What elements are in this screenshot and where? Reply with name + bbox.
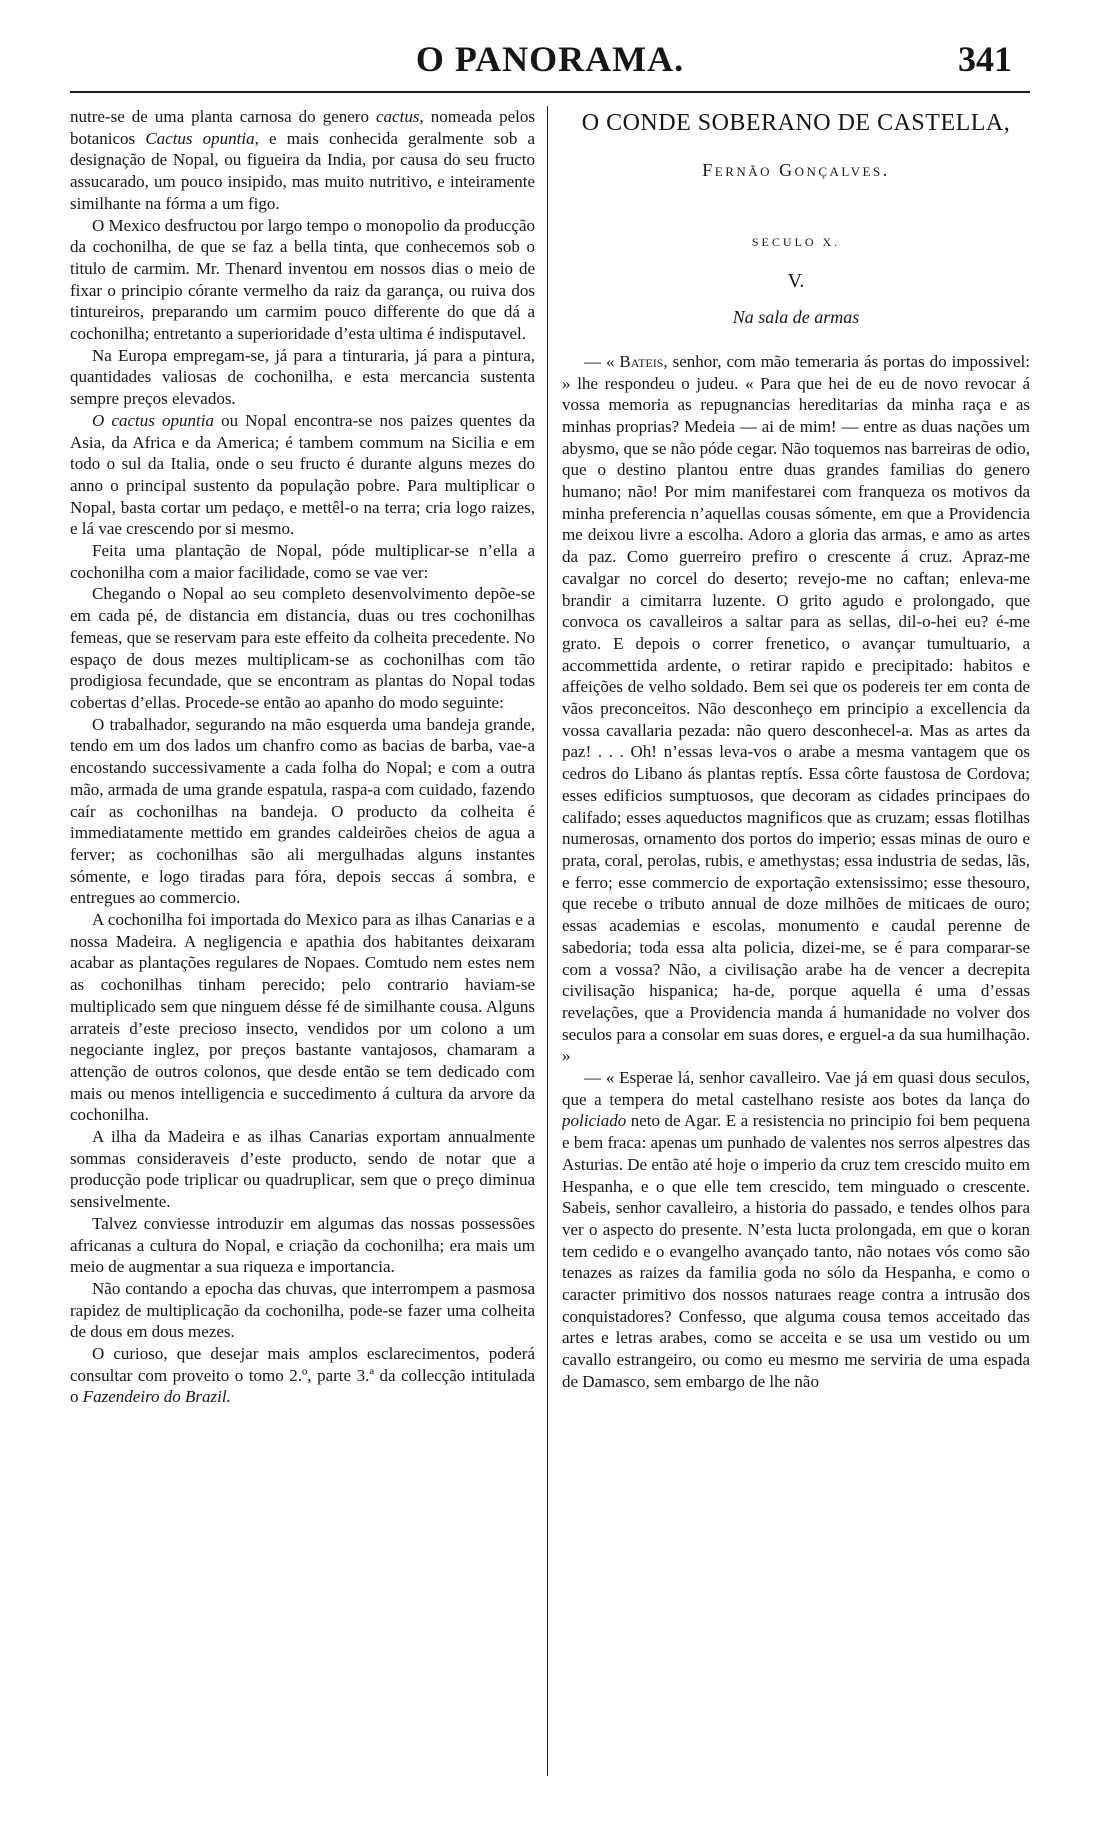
paragraph bbox=[70, 215, 535, 345]
text-run: nutre-se de uma planta carnosa do genero bbox=[70, 107, 376, 126]
text-run: cactus bbox=[376, 107, 420, 126]
publication-title: O PANORAMA. bbox=[415, 39, 685, 79]
left-column bbox=[70, 106, 535, 1826]
paragraph bbox=[70, 106, 535, 215]
page-number: 341 bbox=[958, 39, 1012, 79]
text-run: O cactus opuntia bbox=[92, 410, 214, 430]
paragraph bbox=[70, 1126, 535, 1213]
text-run: policiado bbox=[562, 1111, 627, 1131]
right-column bbox=[562, 106, 1030, 1826]
paragraph bbox=[70, 1278, 535, 1343]
text-run: Bateis bbox=[619, 351, 664, 371]
text-run: O trabalhador, segurando na mão esquerda uma bandeja grande, tendo em um dos lados um chanfro como as bacias de barba, vae-a encostando successivamente a cada folha do Nopal; e com a outra mão, armada de uma grande espatula, raspa-a com cuidado, fazendo caír as cochonilhas na bandeja. O producto da colheita é immediatamente mettido em grandes caldeirões cheios de agua a ferver; as cochonilhas são ali mergulhadas alguns instantes sómente, e logo tiradas para fóra, depois seccas á sombra, e entregues ao commercio. bbox=[70, 714, 535, 908]
text-run: Talvez conviesse introduzir em algumas das nossas possessões africanas a cultura do Nopal, e criação da cochonilha; era mais um meio de augmentar a sua riqueza e importancia. bbox=[70, 1213, 535, 1277]
text-run: Cactus opuntia bbox=[145, 128, 255, 148]
paragraph bbox=[70, 410, 535, 540]
text-run: Chegando o Nopal ao seu completo desenvolvimento depõe-se em cada pé, de distancia em distancia, duas ou tres cochonilhas femeas, que se reservam para este effeito da colheita precedente. No espaço de dous mezes multiplicam-se as cochonilhas com tão prodigiosa fecundade, que se encontram as plantas do Nopal todas cobertas d’ellas. Procede-se então ao apanho do modo seguinte: bbox=[70, 584, 535, 712]
paragraph bbox=[70, 1213, 535, 1278]
text-run: , e mais conhecida geralmente sob a designação de Nopal, ou figueira da India, por causa do seu fructo assucarado, um pouco insipido, mas muito nutritivo, e inteiramente similhante na fórma a um figo. bbox=[70, 128, 535, 213]
text-run: Feita uma plantação de Nopal, póde multiplicar-se n’ella a cochonilha com a maior facilidade, como se vae ver: bbox=[70, 541, 535, 582]
article-title: O CONDE SOBERANO DE CASTELLA, bbox=[581, 110, 1011, 136]
text-run: , nomeada pelos botanicos bbox=[70, 107, 535, 148]
paragraph bbox=[562, 351, 1030, 1067]
text-run: O curioso, que desejar mais amplos esclarecimentos, poderá consultar com proveito o tomo 2.º, parte 3.ª da collecção intitulada o bbox=[70, 1344, 535, 1407]
text-run: — « bbox=[584, 351, 620, 371]
paragraph bbox=[70, 583, 535, 713]
text-run: O Mexico desfructou por largo tempo o monopolio da producção da cochonilha, de que se faz a bella tinta, que conhecemos sob o titulo de carmim. Mr. Thenard inventou em nossos dias o meio de fixar o principio córante vermelho da raiz da garança, ou ruiva dos tintureiros, preparando um carmim pouco differente do que dá a cochonilha; entretanto a superioridade d’esta ultima é indisputavel. bbox=[70, 215, 535, 344]
paragraph bbox=[70, 345, 535, 410]
text-run: ou Nopal encontra-se nos paizes quentes da Asia, da Africa e da America; é tambem commum na Sicilia e em todo o sul da Italia, onde o seu fructo é durante alguns mezes do anno o principal sustento da população pobre. Para multiplicar o Nopal, basta cortar um pedaço, e mettêl-o na terra; cria logo raizes, e lá vae crescendo por si mesmo. bbox=[70, 410, 535, 539]
century-label: SECULO X. bbox=[751, 234, 841, 249]
paragraph bbox=[562, 1067, 1030, 1393]
column-divider bbox=[547, 106, 548, 1776]
paragraph bbox=[70, 909, 535, 1126]
text-run: A cochonilha foi importada do Mexico para as ilhas Canarias e a nossa Madeira. A negligencia e apathia dos habitantes deixaram acabar as plantações regulares de Nopaes. Comtudo nem estes nem as cochonilhas tinham perecido; pelo contrario haviam-se multiplicado sem que ninguem désse fé de similhante cousa. Alguns arrateis d’este precioso insecto, vendidos por um colono a um negociante inglez, por preços bastante vantajosos, chamaram a attenção de outros colonos, que desde então se tem dedicado com mais ou menos intelligencia e succedimento á cultura da arvore da cochonilha. bbox=[70, 910, 535, 1125]
section-title: Na sala de armas bbox=[732, 307, 860, 328]
paragraph bbox=[70, 714, 535, 909]
text-run: Não contando a epocha das chuvas, que interrompem a pasmosa rapidez de multiplicação da cochonilha, pode-se fazer uma colheita de dous em dous mezes. bbox=[70, 1278, 535, 1342]
article-subtitle: Fernão Gonçalves. bbox=[702, 160, 890, 180]
text-run: Fazendeiro do Brazil. bbox=[82, 1387, 231, 1407]
text-run: Na Europa empregam-se, já para a tinturaria, já para a pintura, quantidades valiosas de cochonilha, e esta mercancia sustenta sempre preços elevados. bbox=[70, 345, 535, 409]
masthead bbox=[70, 38, 1030, 88]
paragraph bbox=[70, 1343, 535, 1408]
text-run: — « Esperae lá, senhor cavalleiro. Vae já em quasi dous seculos, que a tempera do metal castelhano resiste aos botes da lança do bbox=[562, 1068, 1030, 1109]
text-run: , senhor, com mão temeraria ás portas do impossivel: » lhe respondeu o judeu. « Para que hei de eu de novo revocar á vossa memoria as repugnancias hereditarias da minha raça e as minhas proprias? Medeia — ai de mim! — entre as duas nações um abysmo, que se não póde cegar. Não toquemos nas barreiras de odio, que o destino plantou entre duas grandes familias do genero humano; não! Por mim manifestarei com franqueza os motivos da minha preferencia n’aquellas cousas sómente, em que a Providencia me deixou livre a escolha. Adoro a gloria das armas, e amo as artes da paz. Como guerreiro prefiro o crescente á cruz. Apraz-me cavalgar no corcel do deserto; revejo-me no caftan; enleva-me brandir a cimitarra luzente. O grito agudo e prolongado, que convoca os cavalleiros a saltar para as sellas, dil-o-hei eu? é-me grato. E depois o correr frenetico, o avançar tumultuario, a accommettida ardente, o retirar rapido e precipitado: habitos e affeições de velho soldado. Bem sei que os podereis ter em conta de vãos preconceitos. Não desconheço em principio a excellencia da vossa cavallaria pezada: não quero desconhecel-a. Mas as artes da paz! . . . Oh! n’essas leva-vos o arabe a mesma vantagem que os cedros do Libano ás plantas reptís. Essa côrte faustosa de Cordova; esses edificios sumptuosos, que decoram as cidades principaes do califado; esses aqueductos magnificos que as cruzam; essas flotilhas numerosas, ornamento dos portos do imperio; essas minas de ouro e prata, coral, perolas, rubis, e amethystas; essa industria de sedas, lãs, e ferro; esse commercio de exportação extensissimo; esse thesouro, que recebe o tributo annual de doze milhões de miticaes de ouro; essas academias e escolas, monumento e caudal perenne de sabedoria; toda essa alta policia, dizei-me, se é para comparar-se com a vossa? Não, a civilisação arabe ha de vencer a decrepita civilisação hispanica; ha-de, porque aquella é uma d’essas revelações, que a Providencia manda á humanidade no volver dos seculos para a consolar em suas dores, e erguel-a da sua humilhação. » bbox=[562, 351, 1030, 1066]
article-body bbox=[562, 351, 1030, 1393]
paragraph bbox=[70, 540, 535, 583]
text-run: A ilha da Madeira e as ilhas Canarias exportam annualmente sommas consideraveis d’este producto, sendo de notar que a producção pode triplicar ou quadruplicar, sem que o preço diminua sensivelmente. bbox=[70, 1127, 535, 1212]
section-number: V. bbox=[787, 270, 805, 293]
text-run: neto de Agar. E a resistencia no principio foi bem pequena e bem fraca: apenas um punhado de valentes nos serros alpestres das Asturias. De então até hoje o imperio da cruz tem crescido muito em Hespanha, e o que elle tem crescido, tem minguado o crescente. Sabeis, senhor cavalleiro, a historia do passado, e tendes olhos para ver o aspecto do presente. N’esta lucta prolongada, em que o koran tem cedido e o evangelho avançado tanto, não notaes vós como são tenazes as raizes da familia goda no sólo da Hespanha, e como o caracter primitivo dos nossos naturaes reage contra a intrusão dos conquistadores? Confesso, que alguma cousa temos acceitado das artes e letras arabes, como se acceita e se usa um vestido ou um cavallo estrangeiro, ou como eu mesmo me serviria de uma espada de Damasco, sem embargo de lhe não bbox=[562, 1111, 1030, 1391]
header-rule bbox=[70, 91, 1030, 93]
